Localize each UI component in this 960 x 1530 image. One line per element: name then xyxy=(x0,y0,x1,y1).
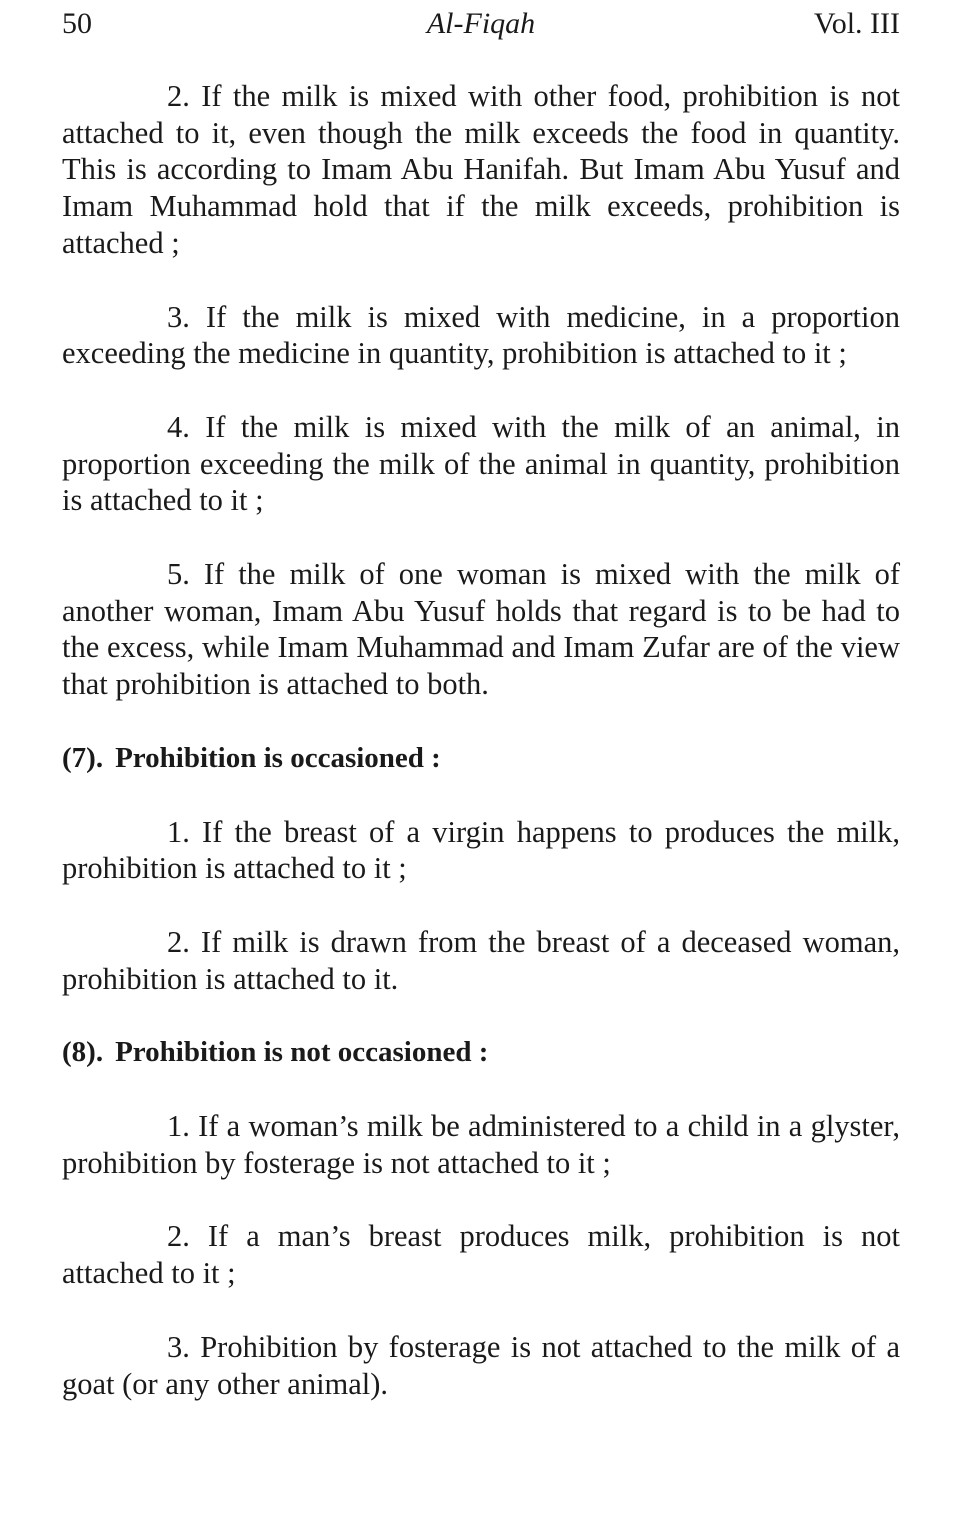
paragraph-virgin-breast: 1. If the breast of a virgin happens to produces the milk, prohibition is attached to it ; xyxy=(62,814,900,886)
page-number: 50 xyxy=(62,7,92,40)
section-number: (8). xyxy=(62,1036,104,1069)
paragraph-mixed-medicine: 3. If the milk is mixed with medicine, in a proportion exceeding the medicine in quantity, prohibition is attached to it ; xyxy=(62,299,900,371)
page-body xyxy=(62,78,900,1439)
section-title: Prohibition is not occasioned : xyxy=(115,1036,489,1069)
volume-label: Vol. III xyxy=(813,7,900,40)
paragraph-deceased-woman: 2. If milk is drawn from the breast of a deceased woman, prohibition is attached to it. xyxy=(62,924,900,996)
paragraph-mixed-women-milk: 5. If the milk of one woman is mixed with the milk of another woman, Imam Abu Yusuf holds that regard is to be had to the excess, while Imam Muhammad and Imam Zufar are of the view that prohibition is attached to both. xyxy=(62,557,900,702)
paragraph-mixed-animal-milk: 4. If the milk is mixed with the milk of an animal, in proportion exceeding the milk of the animal in quantity, prohibition is attached to it ; xyxy=(62,409,900,518)
section-heading-7 xyxy=(62,740,900,777)
section-number: (7). xyxy=(62,741,104,774)
section-heading-8 xyxy=(62,1034,900,1071)
paragraph-goat-milk: 3. Prohibition by fosterage is not attached to the milk of a goat (or any other animal). xyxy=(62,1329,900,1401)
book-title: Al-Fiqah xyxy=(426,7,536,40)
paragraph-mixed-food: 2. If the milk is mixed with other food, prohibition is not attached to it, even though the milk exceeds the food in quantity. This is according to Imam Abu Hanifah. But Imam Abu Yusuf and Imam Muhammad hold that if the milk exceeds, prohibition is attached ; xyxy=(62,79,900,260)
paragraph-man-breast: 2. If a man’s breast produces milk, prohibition is not attached to it ; xyxy=(62,1219,900,1291)
section-title: Prohibition is occasioned : xyxy=(115,741,441,774)
paragraph-glyster: 1. If a woman’s milk be administered to a child in a glyster, prohibition by fosterage is not attached to it ; xyxy=(62,1109,900,1180)
running-header xyxy=(62,4,900,44)
